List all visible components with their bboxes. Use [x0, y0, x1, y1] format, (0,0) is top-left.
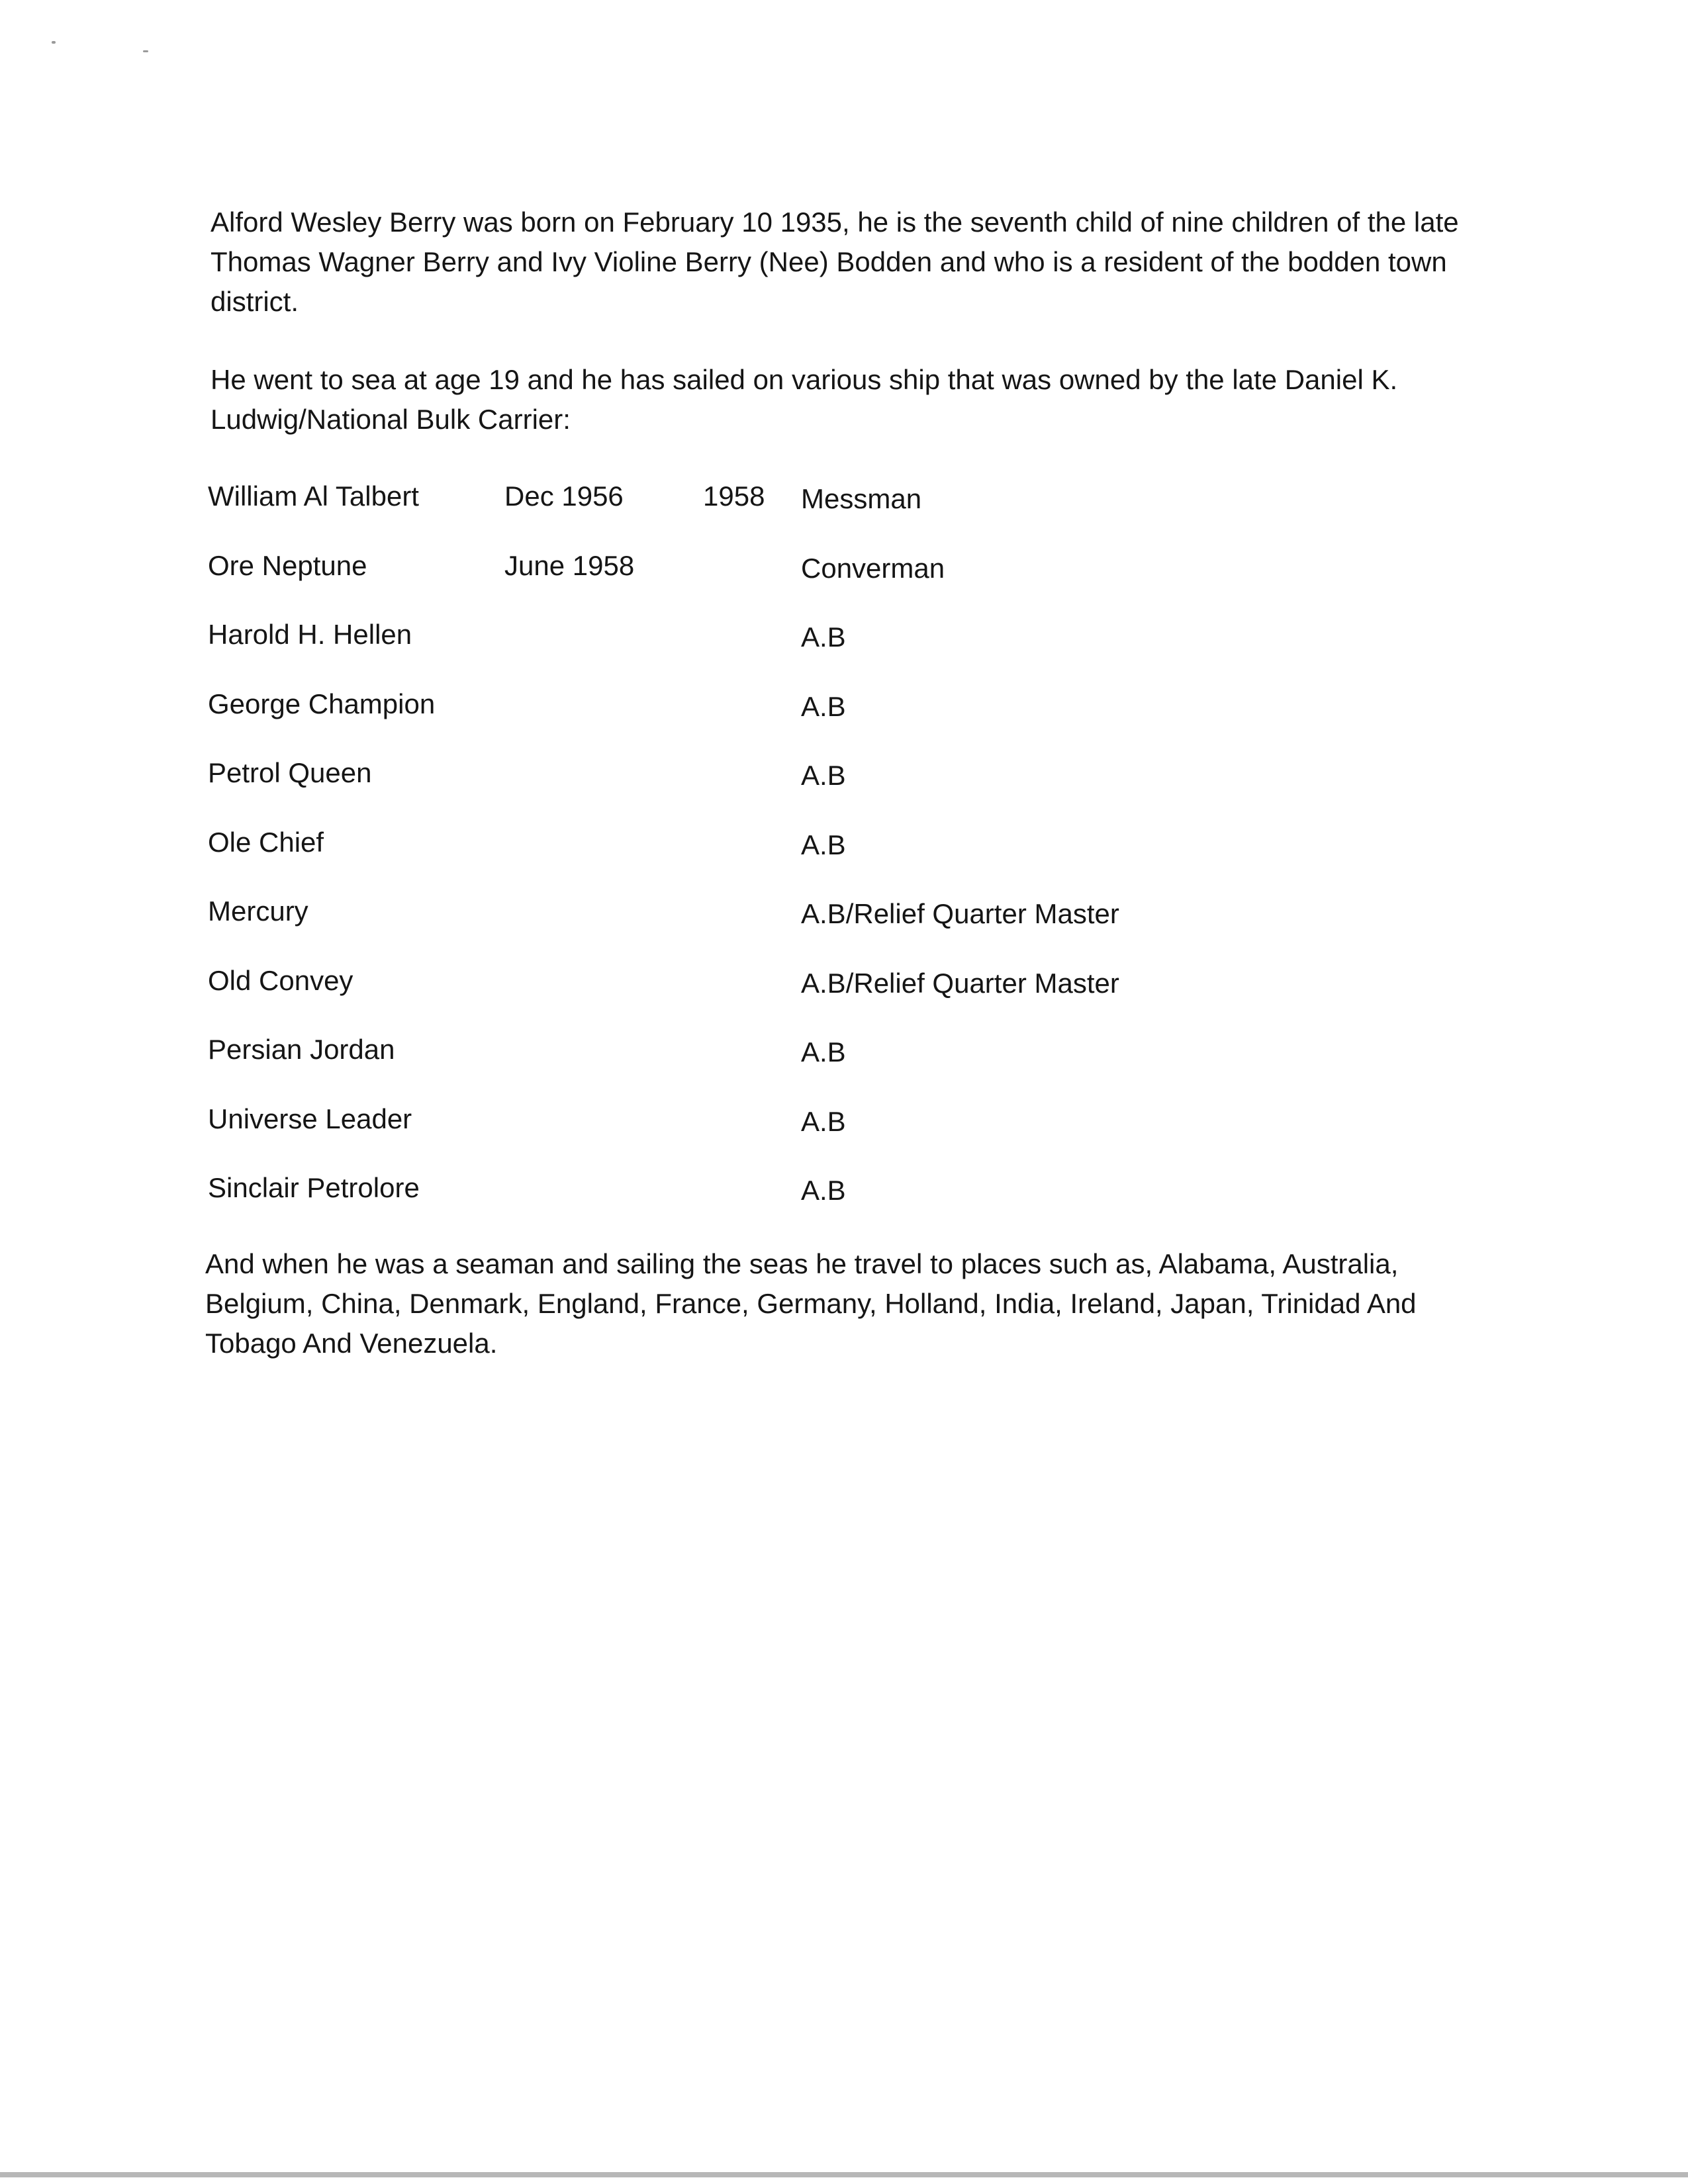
- scan-speck: [143, 50, 148, 52]
- ship-name: Old Convey: [208, 964, 353, 996]
- ship-role: A.B: [801, 1175, 846, 1206]
- scan-speck: [52, 41, 56, 44]
- scan-bottom-edge: [0, 2172, 1688, 2177]
- ship-row: [208, 477, 1466, 546]
- ship-role: A.B: [801, 1105, 846, 1137]
- ship-row: [208, 546, 1466, 615]
- ship-row: [208, 961, 1466, 1030]
- ship-start-date: Dec 1956: [504, 480, 624, 512]
- ship-name: Universe Leader: [208, 1103, 412, 1134]
- ship-row: [208, 891, 1466, 961]
- ship-name: William Al Talbert: [208, 480, 419, 512]
- ship-name: George Champion: [208, 688, 436, 719]
- ship-start-date: June 1958: [504, 549, 635, 581]
- intro-paragraph: Alford Wesley Berry was born on February 10 1935, he is the seventh child of nine children of the late Thomas Wagner Berry and Ivy Violine Berry (Nee) Bodden and who is a resident of the bodden town district.: [211, 206, 1459, 317]
- ship-row: [208, 615, 1466, 684]
- travel-paragraph: And when he was a seaman and sailing the seas he travel to places such as, Alabama, Australia, Belgium, China, Denmark, England, France, Germany, Holland, India, Ireland, Japan, Trinidad And Tobago And Venezuela.: [205, 1248, 1417, 1359]
- ship-role: A.B/Relief Quarter Master: [801, 898, 1119, 929]
- ship-role: A.B: [801, 829, 846, 860]
- ship-name: Ole Chief: [208, 826, 324, 858]
- ship-row: [208, 753, 1466, 823]
- ship-role: A.B: [801, 690, 846, 722]
- ship-role: A.B/Relief Quarter Master: [801, 967, 1119, 999]
- ship-role: A.B: [801, 1036, 846, 1068]
- sea-service-paragraph: He went to sea at age 19 and he has sailed on various ship that was owned by the late Daniel K. Ludwig/National Bulk Carrier:: [211, 364, 1398, 435]
- ship-name: Mercury: [208, 895, 308, 927]
- ship-role: Messman: [801, 483, 922, 514]
- ship-name: Sinclair Petrolore: [208, 1172, 420, 1203]
- ship-list: [208, 477, 1466, 1238]
- ship-name: Ore Neptune: [208, 549, 367, 581]
- ship-role: Converman: [801, 552, 945, 584]
- ship-role: A.B: [801, 621, 846, 653]
- ship-name: Petrol Queen: [208, 757, 372, 788]
- ship-row: [208, 1168, 1466, 1238]
- ship-row: [208, 1099, 1466, 1169]
- ship-name: Persian Jordan: [208, 1034, 395, 1065]
- ship-name: Harold H. Hellen: [208, 619, 412, 650]
- ship-row: [208, 1030, 1466, 1099]
- ship-end-date: 1958: [703, 480, 765, 512]
- ship-role: A.B: [801, 760, 846, 791]
- ship-row: [208, 684, 1466, 754]
- ship-row: [208, 823, 1466, 892]
